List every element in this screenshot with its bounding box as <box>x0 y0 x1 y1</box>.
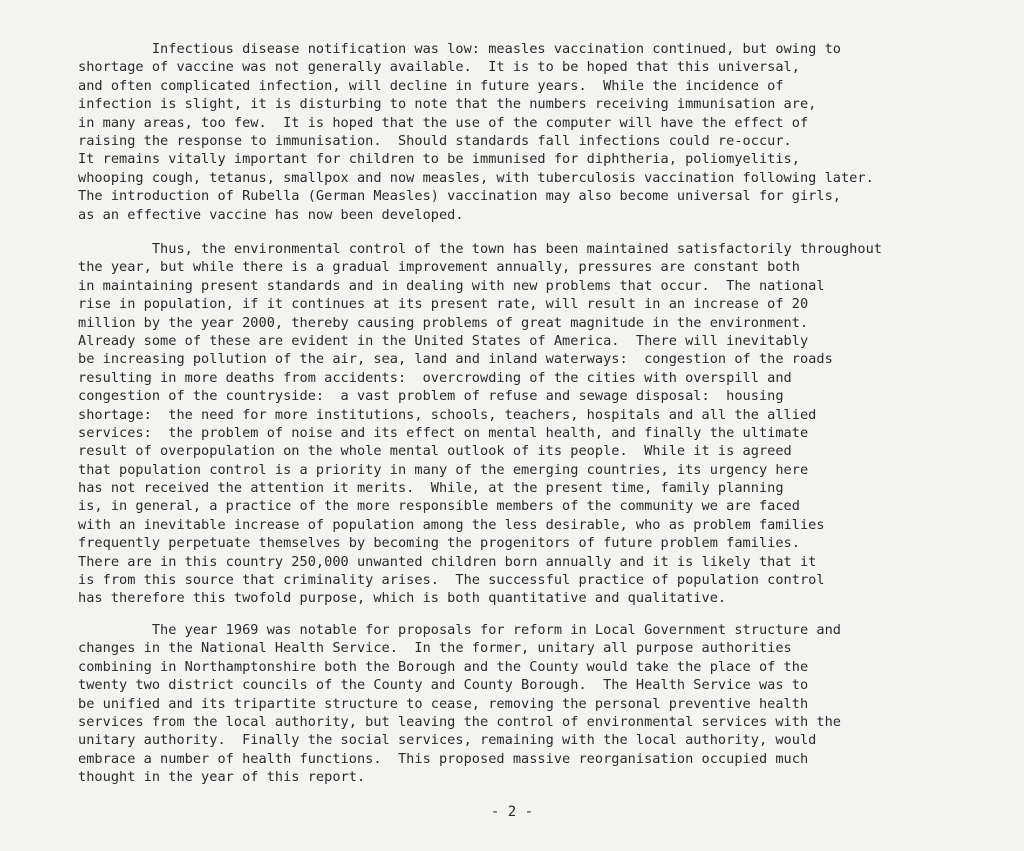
text-line: in many areas, too few. It is hoped that the use of the computer will have the effect of <box>78 114 809 131</box>
text-line: resulting in more deaths from accidents: overcrowding of the cities with overspill and <box>78 369 792 386</box>
paragraph-infectious-disease <box>78 40 874 224</box>
text-line: frequently perpetuate themselves by becoming the progenitors of future problem families. <box>78 535 800 552</box>
text-line: shortage: the need for more institutions, schools, teachers, hospitals and all the allied <box>78 406 817 423</box>
text-line: services from the local authority, but leaving the control of environmental services with the <box>78 713 841 730</box>
text-line: is from this source that criminality arises. The successful practice of population control <box>78 572 825 589</box>
text-line: raising the response to immunisation. Should standards fall infections could re-occur. <box>78 132 792 149</box>
text-line: Thus, the environmental control of the town has been maintained satisfactorily throughout <box>78 241 883 257</box>
paragraph-environmental-control <box>78 240 882 608</box>
text-line: has not received the attention it merits. While, at the present time, family planning <box>78 480 784 497</box>
text-line: Already some of these are evident in the United States of America. There will inevitably <box>78 332 809 349</box>
text-line: thought in the year of this report. <box>78 769 366 786</box>
text-line: infection is slight, it is disturbing to note that the numbers receiving immunisation are, <box>78 96 817 113</box>
text-line: twenty two district councils of the County and County Borough. The Health Service was to <box>78 677 809 694</box>
text-line: There are in this country 250,000 unwanted children born annually and it is likely that it <box>78 553 817 570</box>
text-line: The introduction of Rubella (German Measles) vaccination may also become universal for girls, <box>78 188 841 205</box>
text-line: It remains vitally important for children to be immunised for diphtheria, poliomyelitis, <box>78 151 800 168</box>
text-line: result of overpopulation on the whole mental outlook of its people. While it is agreed <box>78 443 792 460</box>
text-line: the year, but while there is a gradual improvement annually, pressures are constant both <box>78 259 800 276</box>
text-line: whooping cough, tetanus, smallpox and now measles, with tuberculosis vaccination following later. <box>78 169 874 186</box>
text-line: unitary authority. Finally the social services, remaining with the local authority, would <box>78 732 817 749</box>
text-line: congestion of the countryside: a vast problem of refuse and sewage disposal: housing <box>78 388 784 405</box>
text-line: has therefore this twofold purpose, which is both quantitative and qualitative. <box>78 590 727 607</box>
text-line: be increasing pollution of the air, sea, land and inland waterways: congestion of the roads <box>78 351 833 368</box>
text-line: as an effective vaccine has now been developed. <box>78 206 464 223</box>
text-line: embrace a number of health functions. This proposed massive reorganisation occupied much <box>78 750 809 767</box>
paragraph-reform-1969 <box>78 621 841 787</box>
text-line: combining in Northamptonshire both the Borough and the County would take the place of the <box>78 658 809 675</box>
text-line: million by the year 2000, thereby causing problems of great magnitude in the environment. <box>78 314 809 331</box>
text-line: be unified and its tripartite structure to cease, removing the personal preventive health <box>78 695 809 712</box>
text-line: shortage of vaccine was not generally available. It is to be hoped that this universal, <box>78 59 800 76</box>
text-line: The year 1969 was notable for proposals for reform in Local Government structure and <box>78 622 841 638</box>
text-line: Infectious disease notification was low: measles vaccination continued, but owing to <box>78 41 841 57</box>
text-line: with an inevitable increase of population among the less desirable, who as problem families <box>78 516 825 533</box>
text-line: and often complicated infection, will decline in future years. While the incidence of <box>78 77 784 94</box>
text-line: changes in the National Health Service. In the former, unitary all purpose authorities <box>78 640 792 657</box>
text-line: services: the problem of noise and its effect on mental health, and finally the ultimate <box>78 424 809 441</box>
text-line: rise in population, if it continues at its present rate, will result in an increase of 20 <box>78 296 809 313</box>
text-line: that population control is a priority in many of the emerging countries, its urgency here <box>78 461 809 478</box>
text-line: is, in general, a practice of the more responsible members of the community we are faced <box>78 498 800 515</box>
page-number: - 2 - <box>490 804 534 820</box>
text-line: in maintaining present standards and in dealing with new problems that occur. The national <box>78 277 825 294</box>
